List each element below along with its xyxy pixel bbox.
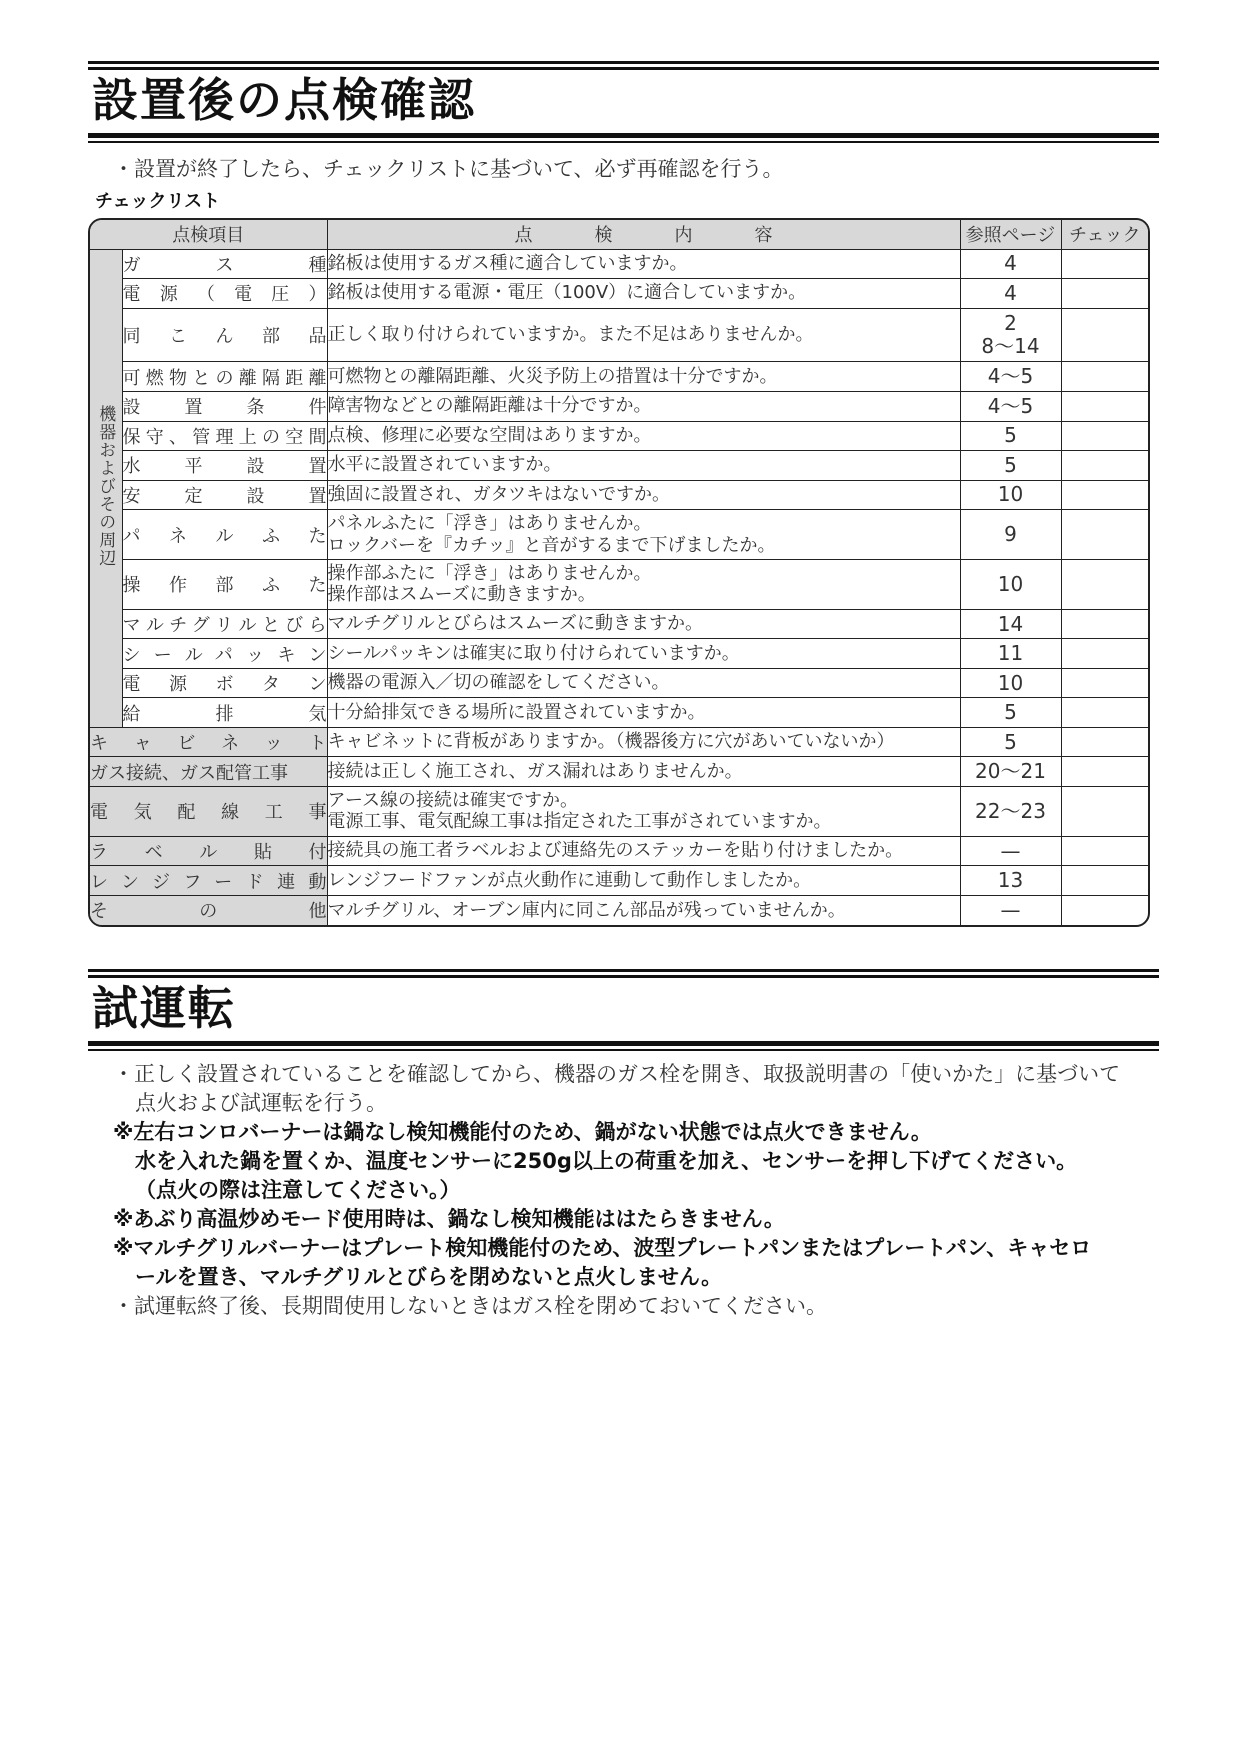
row-ref: 13 xyxy=(960,866,1061,896)
row-content: マルチグリルとびらはスムーズに動きますか。 xyxy=(327,609,960,639)
row-content: パネルふたに「浮き」はありませんか。 ロックバーを『カチッ』と音がするまで下げましたか。 xyxy=(327,510,960,560)
table-row xyxy=(90,559,1148,609)
check-cell[interactable] xyxy=(1061,639,1148,669)
row-ref: 11 xyxy=(960,639,1061,669)
row-label: ガス種 xyxy=(122,249,327,279)
row-label: その他 xyxy=(90,895,327,925)
checklist-heading: チェックリスト xyxy=(95,191,221,212)
table-row xyxy=(90,866,1148,896)
row-content: 障害物などとの離隔距離は十分ですか。 xyxy=(327,392,960,422)
instruction-line: ・正しく設置されていることを確認してから、機器のガス栓を開き、取扱説明書の「使いかた」に基づいて xyxy=(113,1062,1121,1086)
row-ref: 14 xyxy=(960,609,1061,639)
row-label: レンジフード連動 xyxy=(90,866,327,896)
row-content: 銘板は使用するガス種に適合していますか。 xyxy=(327,249,960,279)
check-cell[interactable] xyxy=(1061,510,1148,560)
row-content: 接続具の施工者ラベルおよび連絡先のステッカーを貼り付けましたか。 xyxy=(327,836,960,866)
row-label: キャビネット xyxy=(90,727,327,757)
note-line: 水を入れた鍋を置くか、温度センサーに250g以上の荷重を加え、センサーを押し下げてください。 xyxy=(135,1149,1078,1173)
note-line: （点火の際は注意してください。） xyxy=(135,1178,461,1202)
table-row xyxy=(90,727,1148,757)
checklist-grid xyxy=(90,220,1148,925)
table-row xyxy=(90,698,1148,728)
check-cell[interactable] xyxy=(1061,421,1148,451)
page-title: 設置後の点検確認 xyxy=(92,73,476,127)
row-ref: 5 xyxy=(960,421,1061,451)
check-cell[interactable] xyxy=(1061,668,1148,698)
row-ref: 10 xyxy=(960,559,1061,609)
note-line: ※マルチグリルバーナーはプレート検知機能付のため、波型プレートパンまたはプレートパン、キャセロ xyxy=(113,1236,1092,1260)
row-ref: 20～21 xyxy=(960,757,1061,787)
section2-bottom-rule-2 xyxy=(88,1049,1159,1051)
intro-text: ・設置が終了したら、チェックリストに基づいて、必ず再確認を行う。 xyxy=(113,157,784,181)
row-label: 操作部ふた xyxy=(122,559,327,609)
table-row xyxy=(90,836,1148,866)
row-content: 点検、修理に必要な空間はありますか。 xyxy=(327,421,960,451)
row-label: 同こん部品 xyxy=(122,308,327,362)
row-ref: 5 xyxy=(960,698,1061,728)
group-label-cell xyxy=(90,249,122,727)
instruction-line: ・試運転終了後、長期間使用しないときはガス栓を閉めておいてください。 xyxy=(113,1294,827,1318)
row-content: 可燃物との離隔距離、火災予防上の措置は十分ですか。 xyxy=(327,362,960,392)
row-label: シールパッキン xyxy=(122,639,327,669)
row-content: 十分給排気できる場所に設置されていますか。 xyxy=(327,698,960,728)
check-cell[interactable] xyxy=(1061,279,1148,309)
section1-bottom-rule xyxy=(88,133,1159,138)
row-content: 機器の電源入／切の確認をしてください。 xyxy=(327,668,960,698)
row-ref: 10 xyxy=(960,480,1061,510)
row-ref: 4～5 xyxy=(960,362,1061,392)
table-row xyxy=(90,895,1148,925)
table-row xyxy=(90,609,1148,639)
row-label: 水平設置 xyxy=(122,451,327,481)
section1-top-rule-2 xyxy=(88,67,1159,70)
check-cell[interactable] xyxy=(1061,895,1148,925)
row-label: 電源（電圧） xyxy=(122,279,327,309)
note-line: ※左右コンロバーナーは鍋なし検知機能付のため、鍋がない状態では点火できません。 xyxy=(113,1120,932,1144)
check-cell[interactable] xyxy=(1061,451,1148,481)
row-label: 保守、管理上の空間 xyxy=(122,421,327,451)
table-row xyxy=(90,639,1148,669)
row-content: アース線の接続は確実ですか。 電源工事、電気配線工事は指定された工事がされていますか。 xyxy=(327,786,960,836)
row-ref: 2 8～14 xyxy=(960,308,1061,362)
row-label: パネルふた xyxy=(122,510,327,560)
check-cell[interactable] xyxy=(1061,308,1148,362)
row-ref: — xyxy=(960,895,1061,925)
row-content: キャビネットに背板がありますか。（機器後方に穴があいていないか） xyxy=(327,727,960,757)
row-ref: 4 xyxy=(960,249,1061,279)
table-row xyxy=(90,451,1148,481)
check-cell[interactable] xyxy=(1061,480,1148,510)
row-content: 銘板は使用する電源・電圧（100V）に適合していますか。 xyxy=(327,279,960,309)
check-cell[interactable] xyxy=(1061,392,1148,422)
table-row xyxy=(90,362,1148,392)
row-label: 電気配線工事 xyxy=(90,786,327,836)
check-cell[interactable] xyxy=(1061,609,1148,639)
checklist-table xyxy=(88,218,1150,927)
header-check: チェック xyxy=(1061,220,1148,249)
row-ref: 4～5 xyxy=(960,392,1061,422)
header-content: 点検内容 xyxy=(327,220,960,249)
table-header-row xyxy=(90,220,1148,249)
row-content: レンジフードファンが点火動作に連動して動作しましたか。 xyxy=(327,866,960,896)
row-content: マルチグリル、オーブン庫内に同こん部品が残っていませんか。 xyxy=(327,895,960,925)
row-ref: 4 xyxy=(960,279,1061,309)
row-label: マルチグリルとびら xyxy=(122,609,327,639)
row-label: 可燃物との離隔距離 xyxy=(122,362,327,392)
check-cell[interactable] xyxy=(1061,757,1148,787)
table-row xyxy=(90,668,1148,698)
row-label: ラベル貼付 xyxy=(90,836,327,866)
row-ref: 5 xyxy=(960,727,1061,757)
row-ref: 5 xyxy=(960,451,1061,481)
row-ref: 9 xyxy=(960,510,1061,560)
check-cell[interactable] xyxy=(1061,698,1148,728)
row-content: 操作部ふたに「浮き」はありませんか。 操作部はスムーズに動きますか。 xyxy=(327,559,960,609)
check-cell[interactable] xyxy=(1061,727,1148,757)
section2-title: 試運転 xyxy=(92,981,236,1035)
section2-top-rule-2 xyxy=(88,975,1159,978)
note-line: ールを置き、マルチグリルとびらを閉めないと点火しません。 xyxy=(135,1265,723,1289)
table-row xyxy=(90,308,1148,362)
check-cell[interactable] xyxy=(1061,786,1148,836)
row-label: 設置条件 xyxy=(122,392,327,422)
header-item: 点検項目 xyxy=(90,220,327,249)
row-label: 安定設置 xyxy=(122,480,327,510)
table-row xyxy=(90,249,1148,279)
row-content: 水平に設置されていますか。 xyxy=(327,451,960,481)
table-row xyxy=(90,510,1148,560)
row-content: シールパッキンは確実に取り付けられていますか。 xyxy=(327,639,960,669)
table-row xyxy=(90,421,1148,451)
table-row xyxy=(90,757,1148,787)
row-ref: — xyxy=(960,836,1061,866)
table-row xyxy=(90,392,1148,422)
check-cell[interactable] xyxy=(1061,249,1148,279)
group-label: 機器およびその周辺 xyxy=(95,404,116,567)
check-cell[interactable] xyxy=(1061,866,1148,896)
row-ref: 10 xyxy=(960,668,1061,698)
section2-bottom-rule xyxy=(88,1041,1159,1046)
row-label: 電源ボタン xyxy=(122,668,327,698)
header-ref: 参照ページ xyxy=(960,220,1061,249)
row-content: 接続は正しく施工され、ガス漏れはありませんか。 xyxy=(327,757,960,787)
section1-top-rule xyxy=(88,61,1159,64)
check-cell[interactable] xyxy=(1061,362,1148,392)
table-row xyxy=(90,786,1148,836)
row-content: 強固に設置され、ガタツキはないですか。 xyxy=(327,480,960,510)
row-ref: 22～23 xyxy=(960,786,1061,836)
table-row xyxy=(90,480,1148,510)
note-line: ※あぶり高温炒めモード使用時は、鍋なし検知機能ははたらきません。 xyxy=(113,1207,785,1231)
row-label: ガス接続、ガス配管工事 xyxy=(90,757,327,787)
test-run-instructions xyxy=(113,1060,1153,1321)
section1-bottom-rule-2 xyxy=(88,141,1159,143)
section2-top-rule xyxy=(88,969,1159,972)
row-label: 給排気 xyxy=(122,698,327,728)
table-row xyxy=(90,279,1148,309)
check-cell[interactable] xyxy=(1061,836,1148,866)
row-content: 正しく取り付けられていますか。また不足はありませんか。 xyxy=(327,308,960,362)
instruction-line: 点火および試運転を行う。 xyxy=(135,1091,387,1115)
check-cell[interactable] xyxy=(1061,559,1148,609)
